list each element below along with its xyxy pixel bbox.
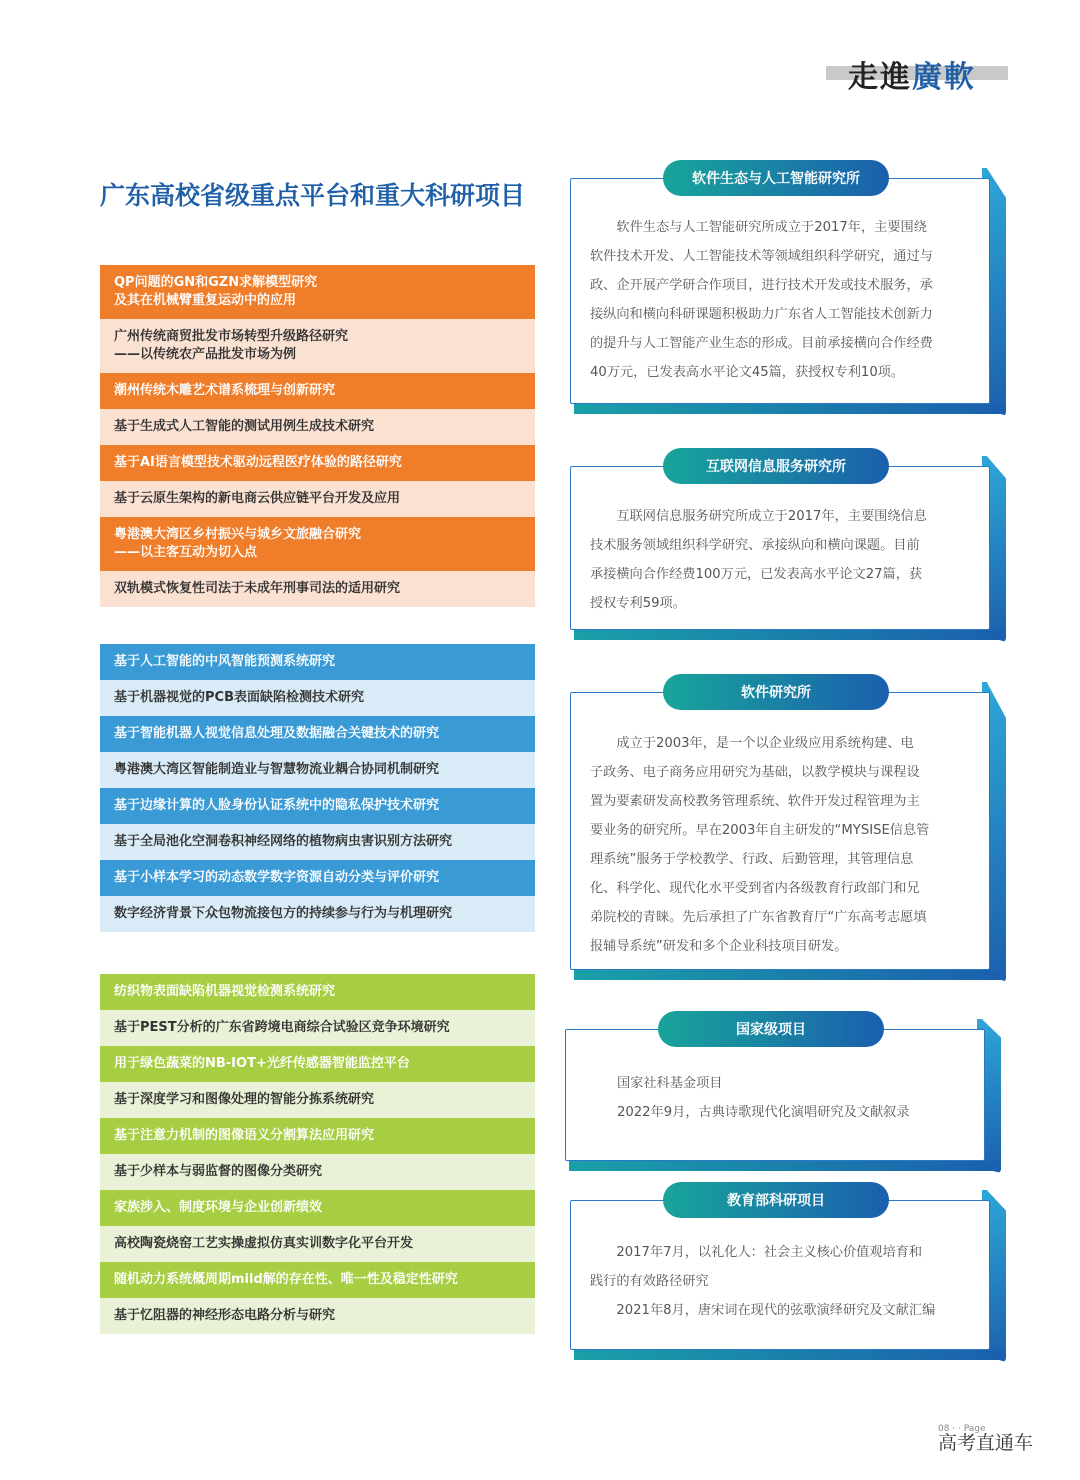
card-body-line: 互联网信息服务研究所成立于2017年，主要围绕信息 [616, 509, 927, 524]
card-body-line: 弟院校的青睐。先后承担了广东省教育厅“广东高考志愿填 [590, 910, 927, 925]
card-moe-projects [570, 1193, 990, 1350]
project-item-text: 基于云原生架构的新电商云供应链平台开发及应用 [114, 491, 401, 506]
card-body [617, 1069, 963, 1127]
card-body-line: 的提升与人工智能产业生态的形成。目前承接横向合作经费 [590, 336, 933, 351]
project-item-text: ——以主客互动为切入点 [114, 545, 258, 560]
card-underline-decoration [574, 970, 1004, 980]
project-list-blue [100, 644, 535, 932]
project-item [100, 1154, 535, 1190]
card-title: 国家级项目 [658, 1011, 884, 1047]
project-item [100, 896, 535, 932]
card-body-line: 政、企开展产学研合作项目，进行技术开发或技术服务，承 [590, 278, 933, 293]
card-body-line: 国家社科基金项目 [617, 1076, 723, 1091]
card-national-projects [565, 1022, 985, 1161]
project-item-text: 基于少样本与弱监督的图像分类研究 [114, 1164, 323, 1179]
card-internet-info-service [570, 459, 990, 630]
card-body-line: 2021年8月，唐宋词在现代的弦歌演绎研究及文献汇编 [616, 1303, 936, 1318]
project-item-text: 基于全局池化空洞卷积神经网络的植物病虫害识别方法研究 [114, 834, 453, 849]
project-item [100, 1190, 535, 1226]
project-item-text: 基于机器视觉的PCB表面缺陷检测技术研究 [114, 690, 364, 705]
card-body-line: 2022年9月，古典诗歌现代化演唱研究及文献叙录 [617, 1105, 910, 1120]
project-item-text: 基于PEST分析的广东省跨境电商综合试验区竞争环境研究 [114, 1020, 450, 1035]
section-header [848, 52, 976, 96]
project-item [100, 716, 535, 752]
project-item-text: 基于生成式人工智能的测试用例生成技术研究 [114, 419, 375, 434]
card-title: 软件生态与人工智能研究所 [663, 160, 889, 196]
project-item [100, 1226, 535, 1262]
card-body-line: 成立于2003年，是一个以企业级应用系统构建、电 [616, 736, 914, 751]
card-body-line: 软件生态与人工智能研究所成立于2017年，主要围绕 [616, 220, 927, 235]
project-item-text: 双轨模式恢复性司法于未成年刑事司法的适用研究 [114, 581, 401, 596]
card-body-line: 子政务、电子商务应用研究为基础，以教学模块与课程设 [590, 765, 920, 780]
section-header-highlight: 廣軟 [912, 60, 976, 95]
project-item [100, 409, 535, 445]
project-item [100, 860, 535, 896]
watermark: 高考直通车 [938, 1432, 1034, 1454]
project-item [100, 680, 535, 716]
project-item-text: 家族涉入、制度环境与企业创新绩效 [114, 1200, 323, 1215]
project-item [100, 644, 535, 680]
project-item [100, 517, 535, 571]
card-body [590, 213, 968, 387]
project-item-text: 基于注意力机制的图像语义分割算法应用研究 [114, 1128, 375, 1143]
project-item-text: 广州传统商贸批发市场转型升级路径研究 [114, 329, 349, 344]
project-list-green [100, 974, 535, 1334]
card-software-institute [570, 685, 990, 970]
page-title: 广东高校省级重点平台和重大科研项目 [100, 181, 526, 210]
project-item [100, 481, 535, 517]
project-item-text: 基于AI语言模型技术驱动远程医疗体验的路径研究 [114, 455, 402, 470]
project-item [100, 1118, 535, 1154]
project-item [100, 824, 535, 860]
card-body-line: 化、科学化、现代化水平受到省内各级教育行政部门和兄 [590, 881, 920, 896]
project-item [100, 373, 535, 409]
card-body-line: 要业务的研究所。早在2003年自主研发的“MYSISE信息管 [590, 823, 930, 838]
project-item-text: 基于忆阻器的神经形态电路分析与研究 [114, 1308, 336, 1323]
project-item [100, 319, 535, 373]
card-software-ecosystem-ai [570, 171, 990, 404]
project-item-text: 纺织物表面缺陷机器视觉检测系统研究 [114, 984, 336, 999]
project-item-text: 粤港澳大湾区智能制造业与智慧物流业耦合协同机制研究 [114, 762, 440, 777]
section-header-prefix: 走進 [848, 60, 912, 95]
card-body [590, 1238, 968, 1325]
card-body-line: 40万元，已发表高水平论文45篇，获授权专利10项。 [590, 365, 905, 380]
card-underline-decoration [574, 630, 1004, 640]
project-item-text: 随机动力系统概周期mild解的存在性、唯一性及稳定性研究 [114, 1272, 458, 1287]
page-number: 08 · · Page [938, 1424, 986, 1434]
project-item [100, 1262, 535, 1298]
project-list-orange [100, 265, 535, 607]
card-body-line: 2017年7月，以礼化人：社会主义核心价值观培育和 [616, 1245, 923, 1260]
card-title: 教育部科研项目 [663, 1182, 889, 1218]
project-item-text: 高校陶瓷烧窑工艺实操虚拟仿真实训数字化平台开发 [114, 1236, 414, 1251]
project-item [100, 1082, 535, 1118]
card-underline-decoration [574, 404, 1004, 414]
project-item-text: 基于边缘计算的人脸身份认证系统中的隐私保护技术研究 [114, 798, 440, 813]
project-item-text: 粤港澳大湾区乡村振兴与城乡文旅融合研究 [114, 527, 362, 542]
project-item-text: QP问题的GN和GZN求解模型研究 [114, 275, 318, 290]
project-item-text: 基于智能机器人视觉信息处理及数据融合关键技术的研究 [114, 726, 440, 741]
card-body-line: 置为要素研发高校教务管理系统、软件开发过程管理为主 [590, 794, 920, 809]
card-title: 软件研究所 [663, 674, 889, 710]
card-body-line: 承接横向合作经费100万元，已发表高水平论文27篇，获 [590, 567, 923, 582]
card-body [590, 502, 968, 618]
project-item-text: 潮州传统木雕艺术谱系梳理与创新研究 [114, 383, 336, 398]
project-item [100, 1010, 535, 1046]
card-body-line: 授权专利59项。 [590, 596, 686, 611]
card-body-line: 理系统”服务于学校教学、行政、后勤管理，其管理信息 [590, 852, 914, 867]
card-body-line: 接纵向和横向科研课题积极助力广东省人工智能技术创新力 [590, 307, 933, 322]
card-body-line: 技术服务领域组织科学研究、承接纵向和横向课题。目前 [590, 538, 920, 553]
card-body [590, 729, 968, 961]
card-body-line: 报辅导系统”研发和多个企业科技项目研发。 [590, 939, 848, 954]
project-item-text: 用于绿色蔬菜的NB-IOT+光纤传感器智能监控平台 [114, 1056, 410, 1071]
card-body-line: 软件技术开发、人工智能技术等领域组织科学研究，通过与 [590, 249, 933, 264]
card-title: 互联网信息服务研究所 [663, 448, 889, 484]
card-body-line: 践行的有效路径研究 [590, 1274, 709, 1289]
project-item-text: 及其在机械臂重复运动中的应用 [114, 293, 297, 308]
card-underline-decoration [569, 1161, 999, 1171]
project-item [100, 445, 535, 481]
project-item [100, 1046, 535, 1082]
project-item [100, 571, 535, 607]
project-item-text: 数字经济背景下众包物流接包方的持续参与行为与机理研究 [114, 906, 453, 921]
project-item-text: 基于深度学习和图像处理的智能分拣系统研究 [114, 1092, 375, 1107]
project-item [100, 752, 535, 788]
project-item [100, 788, 535, 824]
project-item-text: 基于人工智能的中风智能预测系统研究 [114, 654, 336, 669]
project-item [100, 265, 535, 319]
project-item-text: ——以传统农产品批发市场为例 [114, 347, 297, 362]
project-item [100, 974, 535, 1010]
project-item [100, 1298, 535, 1334]
card-underline-decoration [574, 1350, 1004, 1360]
project-item-text: 基于小样本学习的动态数学数字资源自动分类与评价研究 [114, 870, 440, 885]
